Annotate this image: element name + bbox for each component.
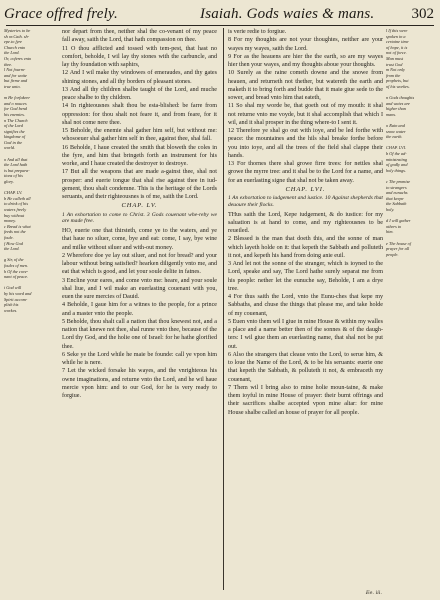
verse: 7 Let the wicked forsake his wayes, and the vnrighteous his owne imaginations, and returne vnto the Lord, and he wil haue mercie vpon him: and to our God, for he is very ready to forgiue.: [62, 368, 217, 400]
verse: 10 Surely as the raine cometh downe and the snowe from heauen, and returneth not thether, but watereth the earth and maketh it to bring forth and budde that it maie giue sede to the sower, and bread vnto him that eateth,: [228, 70, 383, 101]
verse: 2 Blessed is the man that doeth this, and the sonne of man which layeth holde on it: that kepeth the Sabbath and polluteth it not, and kepeth his hand from doing anie euil.: [228, 236, 383, 259]
verse: 14 In righteousnes shalt thou be esta-blished: be farre from oppression: for thou shalt not feare it, and from feare, for it shal not come nere thee.: [62, 103, 217, 126]
verse: THus saith the Lord, Kepe iudgement, & do iustice: for my saluation is at hand to come, and my righteousnes to be reueiled.: [228, 211, 383, 235]
text-column-left: [62, 28, 217, 400]
verse: 13 And all thy children shalbe taught of the Lord, and muche peace shalbe to thy children.: [62, 86, 217, 101]
verse: 2 Wherefore doe ye lay out siluer, and not for bread? and your labour without being satisfied? hearken diligently vnto me, and eat that which is good, and let your soule delite in fatnes.: [62, 252, 217, 276]
verse: is verie redie to forgiue.: [228, 29, 287, 35]
chapter-argument: 1 An exhortation to come to Christ. 3 Gods couenant whe-reby we are made free.: [62, 211, 217, 225]
chapter-heading: CHAP. LV.: [121, 202, 158, 210]
verse: 11 O thou afflicted and tossed with tem-pest, that hast no comfort, beholde, I wil lay thy stones with the carbuncle, and lay thy foundation with saphirs,: [62, 45, 217, 68]
header-left-title: Grace offred frely.: [4, 6, 118, 22]
column-divider: [223, 28, 224, 590]
left-margin-notes: Mysteries to be sh or.Cath. sh- epe.to fyre Church vnto the Lord. Or, coferes vnto thee. l Not fourm- and for waite but firme and true unto. m He forfakeer and o nouces for God bend his enemies. n The Church of the Lord signifies the kingdome of God in the world. o And all that the Lord hath is but prepara- tions of his glory. CHAP. LV. b He calleth all to drink of his waters freely buy without money. c Bread is what feeds not the foule. f How God the Lord. g Sir, of the foules of men. h Of the cove- nant of peace. i God will by his word and Spirit accom- plish his workes.: [4, 28, 32, 313]
verse: 12 Therefore ye shal go out with ioye, and be led forthe with peace: the mountaines and the hils shal breake forthe before you into ioye, and all the trees of the field shal clappe their hands.: [228, 128, 383, 159]
chapter-argument: 1 An exhortation to iudgement and iustice. 10 Against shepherds that deuoure their flocks.: [228, 195, 383, 208]
verse: 5 Euen vnto them wil I giue in mine House & within my walles a place and a name better then of the sonnes & of the daugh-ters: I wil giue them an euerlasting name, that shal not be put out.: [228, 318, 383, 350]
chapter-heading: CHAP. LVI.: [285, 185, 326, 193]
verse: 17 But all the weapons that are made a-gainst thee, shal not prosper: and euerie tongue that shal rise against thee in iud-gement, thou shalt condemne. This is the heritage of the Lords seruants, and their righteousnes is of me, saith the Lord.: [62, 169, 217, 200]
verse: 13 For thornes there shal growe firre trees: for nettles shal growe the myrre tree: and it shal be to the Lord for a name, and for an euerlasting signe that shal not be taken away.: [228, 161, 383, 184]
header-right-title: Isaiah. Gods waies & mans.: [200, 6, 375, 22]
verse: 7 Them wil I bring also to mine holie moun-taine, & make them ioyful in mine House of prayer: their burnt offrings and their sacrifices shalbe accepted vpon mine altar: for mine House shalbe called an house of prayer for all people.: [228, 384, 383, 416]
verse: 16 Beholde, I haue created the smith that bloweth the coles in the fyre, and him that bringeth forth an instrument for his worke, and I haue created the destroyer to destroye.: [62, 144, 217, 167]
verse: 6 Also the strangers that cleaue vnto the Lord, to serue him, & to loue the Name of the Lord, & to be his seruants: euerie one that kepeth the Sabbath, & polluteth it not, & embraceth my couenant,: [228, 351, 383, 383]
verse: 15 Beholde, the enemie shal gather him self, but without me: whosoeuer shal gather him self in thee, against thee, shal fall.: [62, 128, 217, 143]
page-number: 302: [411, 6, 434, 22]
text-column-right: [228, 28, 383, 417]
signature-mark: Ee. iii.: [365, 590, 382, 596]
verse: 8 For my thoughts are not your thoughtes, neither are your wayes my wayes, saith the Lord.: [228, 37, 383, 52]
right-margin-notes: l If this were spoken in a certaine time of hope, it is not of force. Man must trust God m Not only from the prophets, but of his workes. n Gods thoughts and waies are higher than mans. o Rain and snow water the earth. CHAP. LVI. b Of the ad- ministrating of godly and holy things. c The promise to strangers and eunuchs that keepe the Sabbath holy. d I will gather others to him. e The house of prayer for all people.: [386, 28, 415, 257]
verse: 9 For as the heauens are hier the the earth, so are my wayes hier then your wayes, and my thoughts aboue your thoughts.: [228, 53, 383, 68]
verse: 4 Beholde, I gaue him for a witnes to the people, for a prince and a master vnto the people.: [62, 302, 217, 317]
verse: 5 Beholde, thou shalt call a nation that thou knewest not, and a nation that knewe not thee, shal runne vnto thee, because of the Lord thy God, and the holie one of Israel: for he hathe glorified thee.: [62, 318, 217, 350]
verse: HO, euerie one that thirsteth, come ye to the waters, and ye that haue no siluer, come, bye and eat: come, I say, bye wine and milke without siluer and with-out money.: [62, 228, 217, 251]
verse: 12 And I wil make thy windowes of emeraudes, and thy gates shining stones, and all thy borders of pleasant stones.: [62, 70, 217, 85]
verse: 6 Seke ye the Lord while he maie be founde: call ye vpon him while he is nere.: [62, 351, 217, 367]
verse: 3 Encline your eares, and come vnto me: heare, and your soule shal liue, and I wil make an euerlasting couenant with you, euen the sure mercies of Dauid.: [62, 277, 217, 301]
verse: 11 So shal my worde be, that goeth out of my mouth: it shal not returne vnto me voyde, but it shal accomplish that which I wil, and it shal prosper in the thing where-to I sent it.: [228, 103, 383, 126]
verse: 4 For thus saith the Lord, vnto the Eunu-ches that kepe my Sabbaths, and chuse the things that please me, and take holde of my couenant,: [228, 294, 383, 317]
running-header: [4, 4, 434, 26]
verse: nor depart from thee, neither shal the co-venant of my peace fall away, saith the Lord, that hath compassion on thee.: [62, 29, 217, 44]
verse: 3 And let not the sonne of the stranger, which is ioyned to the Lord, speake and say, The Lord hathe surely separat me from his people: nether let the eunuche say, Beholde, I am a drye tree.: [228, 261, 383, 292]
header-rule: [6, 25, 434, 26]
